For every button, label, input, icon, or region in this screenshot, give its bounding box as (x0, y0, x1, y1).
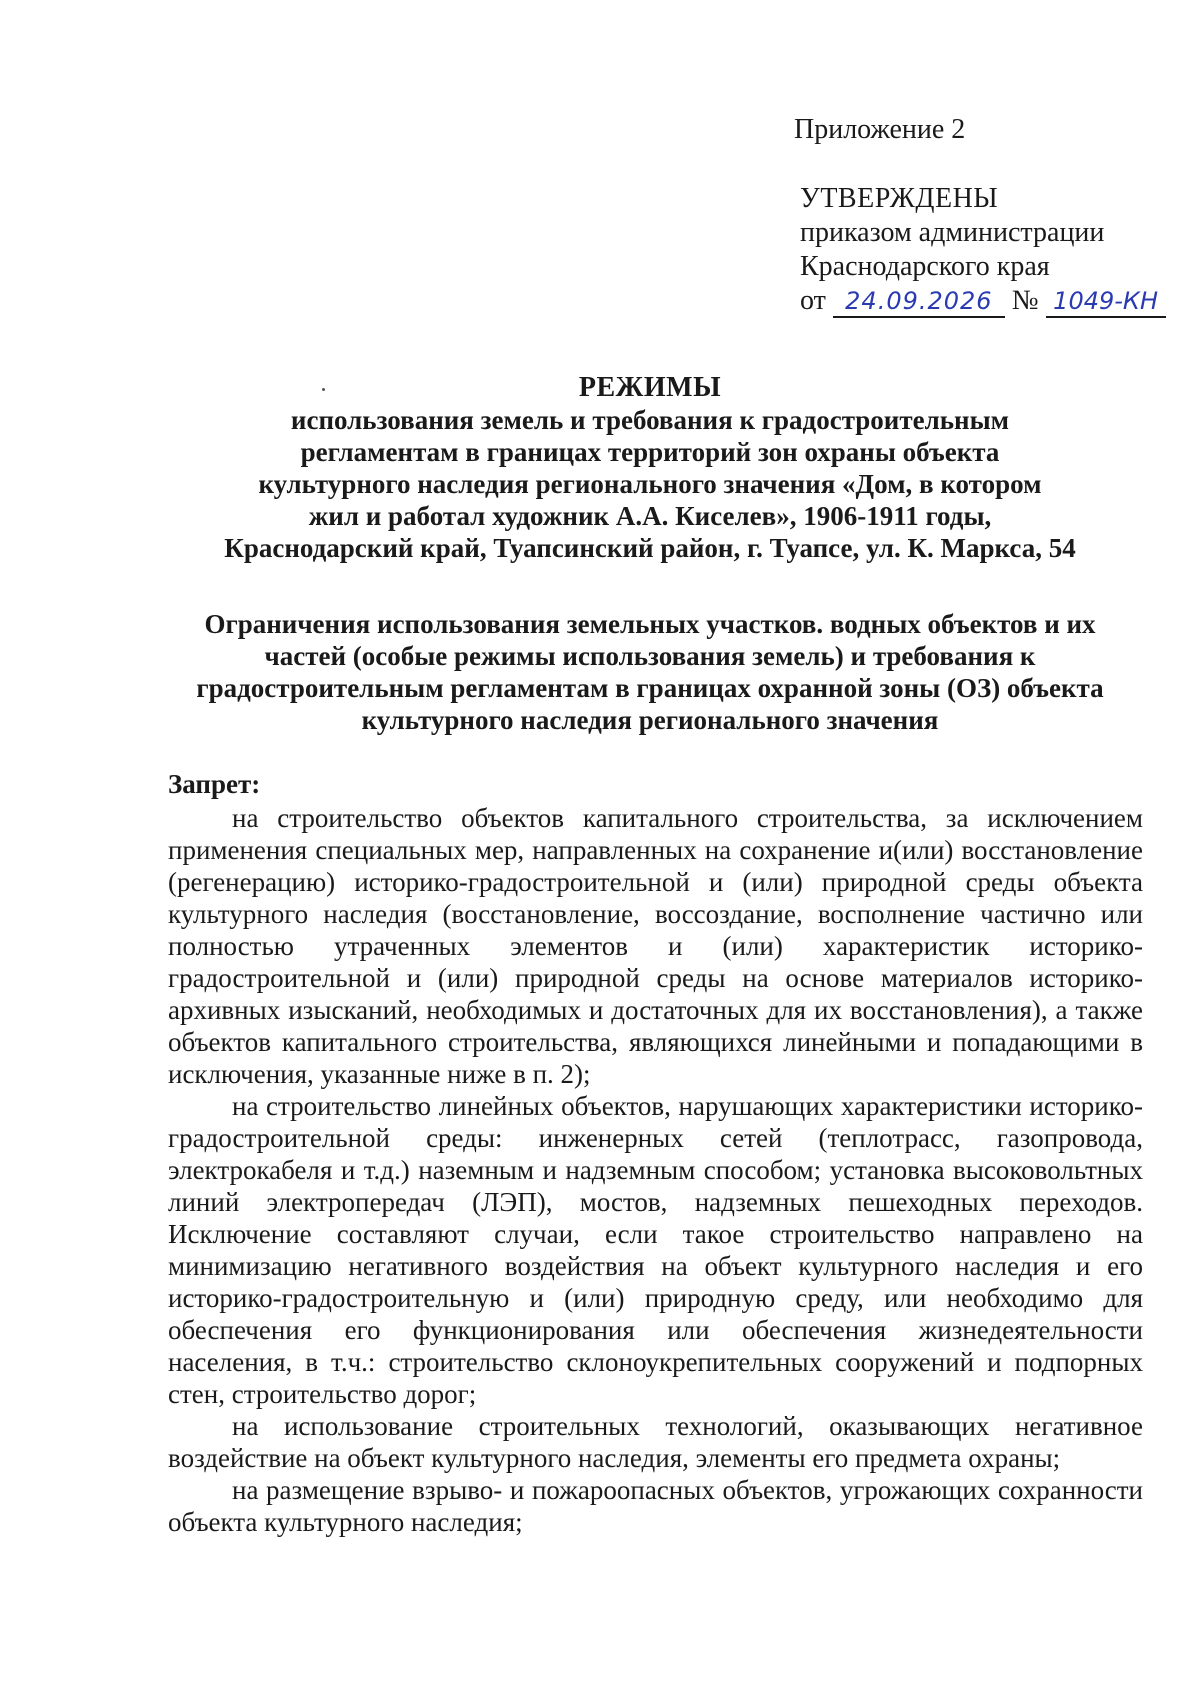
title-line: использования земель и требования к градостроительным (290, 405, 1010, 435)
subtitle-line: частей (особые режимы использования земель) и требования к (264, 641, 1036, 671)
handwritten-date: 24.09.2026 (833, 286, 1005, 318)
subtitle-line: градостроительным регламентам в границах охранной зоны (ОЗ) объекта (196, 673, 1104, 703)
title-line: жил и работал художник А.А. Киселев», 1906-1911 годы, (308, 501, 992, 531)
title-line: Краснодарский край, Туапсинский район, г. Туапсе, ул. К. Маркса, 54 (224, 533, 1076, 563)
title-main: РЕЖИМЫ (578, 372, 722, 403)
date-number-line (800, 284, 1166, 318)
appendix-label: Приложение 2 (794, 114, 966, 145)
body-paragraph: на использование строительных технологий, оказывающих негативное воздействие на объект культурного наследия, элементы его предмета охраны; (168, 1411, 1143, 1473)
body-paragraph: на строительство линейных объектов, нарушающих характеристики историко-градостроительной среды: инженерных сетей (теплотрасс, газопровода, электрокабеля и т.д.) наземным и надземным способом; установка высоковольтных линий электропередач (ЛЭП), мостов, надземных пешеходных переходов. Исключение составляют случаи, если такое строительство направлено на минимизацию негативного воздействия на объект культурного наследия и его историко-градостроительную и (или) природную среду, или необходимо для обеспечения его функционирования или обеспечения жизнедеятельности населения, в т.ч.: строительство склоноукрепительных сооружений и подпорных стен, строительство дорог; (168, 1091, 1143, 1409)
body-paragraph: на размещение взрыво- и пожароопасных объектов, угрожающих сохранности объекта культурного наследия; (168, 1475, 1143, 1537)
number-prefix: № (1011, 285, 1039, 316)
subtitle-line: культурного наследия регионального значения (361, 705, 939, 735)
approval-block (800, 182, 1166, 318)
date-prefix: от (800, 285, 826, 316)
handwritten-number: 1049-КН (1046, 286, 1166, 318)
document-title (150, 372, 1150, 564)
title-line: культурного наследия регионального значения «Дом, в котором (258, 469, 1042, 499)
section-subtitle (150, 608, 1150, 736)
title-line: регламентам в границах территорий зон охраны объекта (300, 437, 1000, 467)
approved-by-line-2: Краснодарского края (800, 251, 1050, 282)
document-body (168, 768, 1143, 1538)
subtitle-line: Ограничения использования земельных участков. водных объектов и их (204, 609, 1096, 639)
body-paragraph: на строительство объектов капитального строительства, за исключением применения специальных мер, направленных на сохранение и(или) восстановление (регенерацию) историко-градостроительной и (или) природной среды объекта культурного наследия (восстановление, воссоздание, восполнение частично или полностью утраченных элементов и (или) характеристик историко-градостроительной и (или) природной среды на основе материалов историко-архивных изысканий, необходимых и достаточных для их восстановления), а также объектов капитального строительства, являющихся линейными и попадающими в исключения, указанные ниже в п. 2); (168, 803, 1143, 1089)
approved-word: УТВЕРЖДЕНЫ (800, 183, 999, 214)
approved-by-line-1: приказом администрации (800, 217, 1105, 248)
ban-heading: Запрет: (168, 769, 261, 799)
